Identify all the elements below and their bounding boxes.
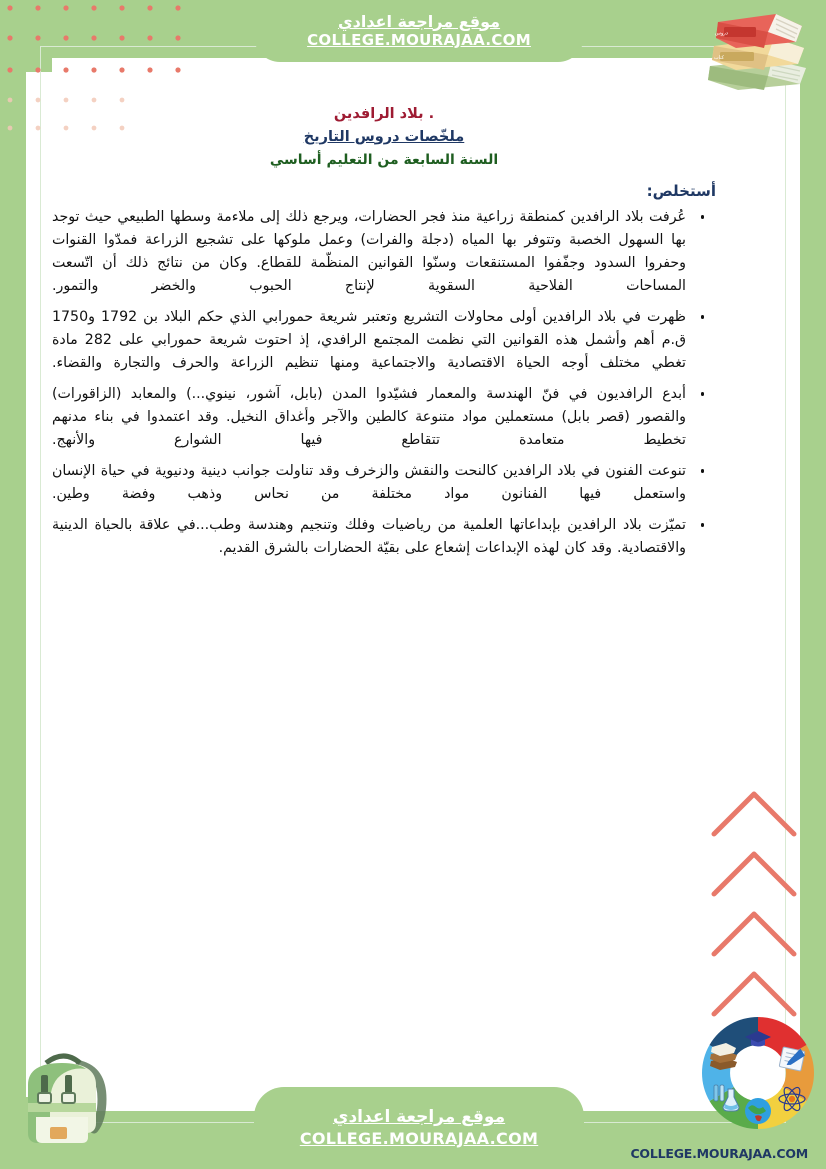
section-heading: أستخلص: (646, 182, 716, 200)
paragraph-text: أبدع الرافديون في فنّ الهندسة والمعمار فشيّدوا المدن (بابل، آشور، نينوي...) والمعابد (الزاقورات) والقصور (قصر بابل) مستعملين مواد متنوعة كالطين والآجر وأغداق النخيل. وقد اعتمدوا في بناء مدنهم تخطيط متعامدة تتقاطع فيها الشوارع والأنهج. (52, 386, 686, 448)
page-border-left (0, 0, 26, 1169)
footer-credit-url: COLLEGE.MOURAJAA.COM (630, 1146, 808, 1161)
lesson-paragraph (52, 206, 716, 298)
backpack-icon (10, 1041, 122, 1149)
page-title: . بلاد الرافدين (333, 106, 435, 122)
svg-text:دروس: دروس (714, 30, 728, 37)
bullet-point-icon (701, 315, 705, 319)
stack-of-books-icon (702, 8, 812, 94)
grade-level: السنة السابعة من التعليم أساسي (269, 151, 499, 168)
lesson-paragraph (52, 514, 716, 560)
paragraph-text: ظهرت في بلاد الرافدين أولى محاولات التشريع وتعتبر شريعة حمورابي الذي حكم البلاد بن 1792 و1750 ق.م أهم وأشمل هذه القوانين التي نظمت المجتمع الرافدي، إذ احتوت شريعة حمورابي على 282 مادة تغطي مختلف أوجه الحياة الاقتصادية والاجتماعية ومنها تنظيم الزراعة والحرف والتجارة والقضاء. (52, 309, 686, 371)
bullet-point-icon (701, 523, 705, 527)
lesson-paragraph (52, 383, 716, 452)
brand-url-footer[interactable]: COLLEGE.MOURAJAA.COM (299, 1128, 539, 1148)
dot-grid-decoration (0, 0, 210, 158)
brand-name-arabic-footer: موقع مراجعة اعدادي (332, 1107, 506, 1128)
education-wheel-icon (696, 1011, 820, 1135)
lesson-paragraph (52, 460, 716, 506)
paragraph-text: تميّزت بلاد الرافدين بإبداعاتها العلمية من رياضيات وفلك وتنجيم وهندسة وطب...في علاقة بالحياة الدينية والاقتصادية. وقد كان لهذه الإبداعات إشعاع على بقيّة الحضارات بالشرق القديم. (52, 517, 686, 556)
subject-title: ملخّصات دروس التاريخ (303, 128, 465, 145)
svg-text:كتاب: كتاب (713, 55, 724, 61)
bullet-point-icon (701, 469, 705, 473)
paragraph-text: تنوعت الفنون في بلاد الرافدين كالنحت والنقش والزخرف وقد تناولت جوانب دينية ودنيوية في حياة الإنسان واستعمل فيها الفنانون مواد مختلفة من نحاس وذهب وفضة وطين. (52, 463, 686, 502)
bullet-point-icon (701, 215, 705, 219)
header-brand-banner (254, 0, 584, 62)
lesson-paragraph (52, 306, 716, 375)
brand-name-arabic: موقع مراجعة اعدادي (337, 11, 501, 31)
chevron-arrows-decoration (708, 786, 826, 1036)
footer-brand-banner (254, 1087, 584, 1169)
brand-url-header[interactable]: COLLEGE.MOURAJAA.COM (307, 31, 531, 50)
lesson-content (52, 182, 716, 568)
bullet-point-icon (701, 392, 705, 396)
paragraph-text: عُرفت بلاد الرافدين كمنطقة زراعية منذ فجر الحضارات، ويرجع ذلك إلى ملاءمة وسطها الطبيعي حيث توجد بها السهول الخصبة وتتوفر بها المياه (دجلة والفرات) وعمل ملوكها على تشجيع الزراعة فمدّوا القنوات وحفروا السدود وجفّفوا المستنقعات وسنّوا القوانين المنظّمة للقطاع. وكان من نتائج ذلك أن اتّسعت المساحات الفلاحية السقوية لإنتاج الحبوب والخضر والتمور. (52, 209, 686, 294)
